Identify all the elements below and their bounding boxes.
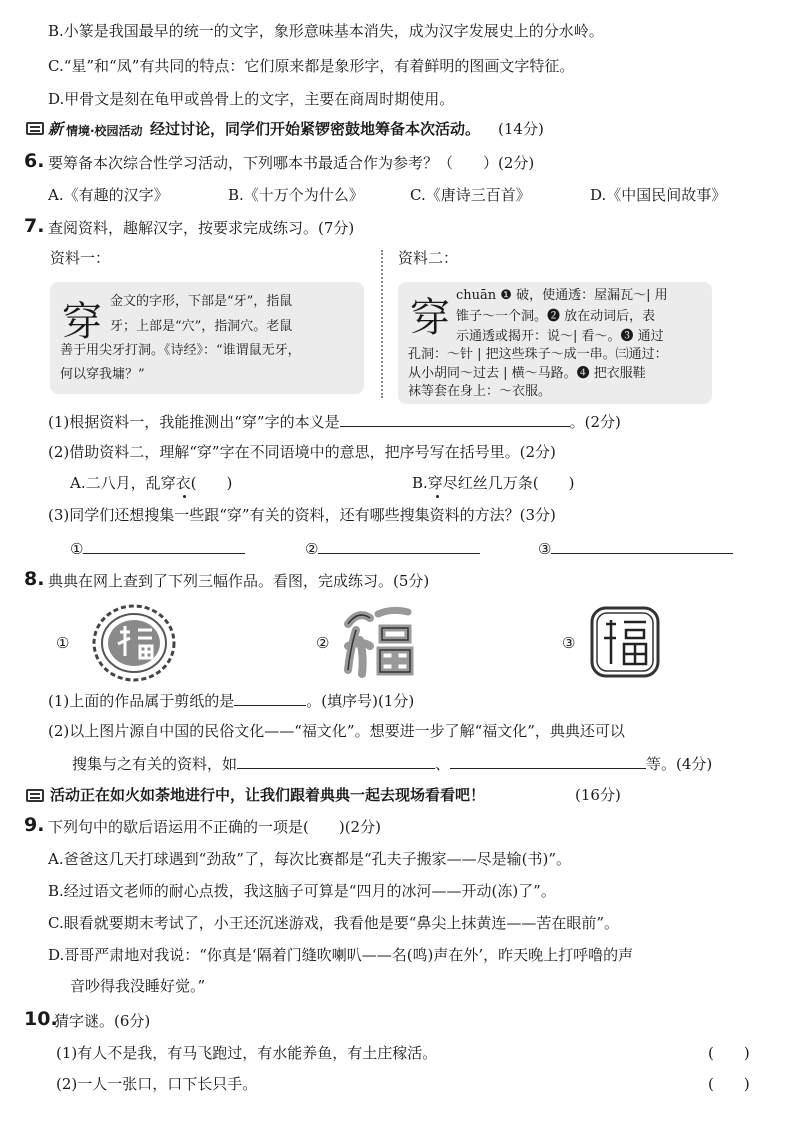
fu-papercut-image	[90, 602, 178, 684]
emphasis-dot	[436, 495, 439, 498]
option-c: C.“星”和“凤”有共同的特点：它们原来都是象形字，有着鲜明的图画文字特征。	[48, 57, 575, 75]
box-line: 孔洞：～针 | 把这些珠子～成一串。㈢通过：	[408, 347, 668, 362]
question-stem: 查阅资料，趣解汉字，按要求完成练习。(7分)	[48, 219, 355, 237]
question-number: 8.	[24, 568, 45, 590]
answer-blank[interactable]	[234, 689, 306, 706]
sub-question-1: (1)上面的作品属于剪纸的是 。(填序号)(1分)	[48, 689, 414, 712]
material-divider	[381, 250, 383, 398]
material-box-2	[398, 282, 712, 404]
option-c: C.《唐诗三百首》	[410, 186, 531, 204]
image-label-3: ③	[562, 634, 576, 652]
box-line: 金文的字形，下部是“牙”，指鼠	[110, 294, 293, 309]
box-line: 从小胡同～过去 | 横～马路。❹ 把衣服鞋	[408, 366, 646, 381]
option-c: C.眼看就要期末考试了，小王还沉迷游戏，我看他是要“鼻尖上抹黄连——苦在眼前”。	[48, 914, 620, 932]
section-icon	[26, 789, 44, 802]
box-big-char: 穿	[62, 299, 102, 345]
section-icon	[26, 122, 44, 135]
question-number: 7.	[24, 215, 45, 237]
banner-text: 活动正在如火如荼地进行中，让我们跟着典典一起去现场看看吧！	[50, 786, 486, 804]
box-line: 袜等套在身上：～衣服。	[408, 384, 552, 399]
answer-paren[interactable]: ( )	[708, 1075, 750, 1093]
answer-line-2: ②	[305, 537, 480, 560]
banner-score: (16分)	[575, 786, 621, 804]
sub-question-2-cont: 搜集与之有关的资料，如 、 等。(4分)	[72, 752, 712, 775]
question-number: 6.	[24, 150, 45, 172]
sub-option-b: B.穿尽红丝几万条( )	[412, 474, 575, 492]
answer-blank[interactable]	[83, 537, 245, 554]
answer-blank[interactable]	[450, 752, 646, 769]
option-d: D.甲骨文是刻在龟甲或兽骨上的文字，主要在商周时期使用。	[48, 90, 455, 108]
material-label-2: 资料二：	[398, 249, 459, 267]
image-label-1: ①	[56, 634, 70, 652]
sub-question-1: (1)根据资料一，我能推测出“穿”字的本义是 。(2分)	[48, 410, 621, 433]
fu-seal-image	[588, 604, 662, 680]
sub-question-2: (2)以上图片源自中国的民俗文化——“福文化”。想要进一步了解“福文化”，典典还可以	[48, 722, 625, 740]
question-number: 10.	[24, 1008, 58, 1030]
option-a: A.《有趣的汉字》	[48, 186, 169, 204]
box-line: 何以穿我墉？”	[60, 367, 145, 382]
option-b: B.小篆是我国最早的统一的文字，象形意味基本消失，成为汉字发展史上的分水岭。	[48, 22, 604, 40]
answer-line-1: ①	[70, 537, 245, 560]
question-stem: 猜字谜。(6分)	[54, 1012, 151, 1030]
option-b: B.经过语文老师的耐心点拨，我这脑子可算是“四月的冰河——开动(冻)了”。	[48, 882, 556, 900]
box-line: 锥子～一个洞。❷ 放在动词后，表	[456, 309, 656, 324]
question-stem: 要筹备本次综合性学习活动，下列哪本书最适合作为参考？（ ）(2分)	[48, 154, 535, 172]
answer-paren[interactable]: ( )	[708, 1044, 750, 1062]
material-box-1	[50, 282, 364, 394]
box-line: 善于用尖牙打洞。《诗经》：“谁谓鼠无牙，	[60, 343, 301, 358]
answer-blank[interactable]	[340, 410, 570, 427]
banner-score: (14分)	[498, 120, 544, 138]
answer-blank[interactable]	[237, 752, 435, 769]
answer-blank[interactable]	[318, 537, 480, 554]
banner-tag-sub: 情境·校园活动	[66, 124, 143, 138]
emphasis-dot	[183, 495, 186, 498]
sub-option-a: A.二八月，乱穿衣( )	[70, 474, 233, 492]
image-label-2: ②	[316, 634, 330, 652]
sub-question-2: (2)借助资料二，理解“穿”字在不同语境中的意思，把序号写在括号里。(2分)	[48, 443, 556, 461]
fu-calligraphy-image	[338, 600, 424, 680]
question-stem: 典典在网上查到了下列三幅作品。看图，完成练习。(5分)	[48, 572, 430, 590]
box-line: chuān ❶ 破，使通透：屋漏瓦～| 用	[456, 288, 668, 303]
answer-line-3: ③	[538, 537, 733, 560]
option-d: D.哥哥严肃地对我说：“你真是‘隔着门缝吹喇叭——名(鸣)声在外’，昨天晚上打呼噜的声	[48, 946, 634, 964]
box-line: 牙；上部是“穴”，指洞穴。老鼠	[110, 319, 293, 334]
banner-text: 经过讨论，同学们开始紧锣密鼓地筹备本次活动。	[150, 120, 481, 138]
question-stem: 下列句中的歇后语运用不正确的一项是( )(2分)	[48, 818, 381, 836]
sub-question-3: (3)同学们还想搜集一些跟“穿”有关的资料，还有哪些搜集资料的方法？(3分)	[48, 506, 556, 524]
riddle-1: (1)有人不是我，有马飞跑过，有水能养鱼，有土庄稼活。	[56, 1044, 438, 1062]
riddle-2: (2)一人一张口，口下长只手。	[56, 1075, 258, 1093]
question-number: 9.	[24, 814, 45, 836]
answer-blank[interactable]	[551, 537, 733, 554]
option-d: D.《中国民间故事》	[590, 186, 727, 204]
box-line: 示通透或揭开：说～| 看～。❸ 通过	[456, 329, 664, 344]
option-b: B.《十万个为什么》	[228, 186, 364, 204]
material-label-1: 资料一：	[50, 249, 111, 267]
banner-tag-new: 新	[48, 120, 64, 138]
option-d-cont: 音吵得我没睡好觉。”	[70, 977, 206, 995]
box-big-char: 穿	[410, 295, 450, 341]
option-a: A.爸爸这几天打球遇到“劲敌”了，每次比赛都是“孔夫子搬家——尽是输(书)”。	[48, 850, 571, 868]
